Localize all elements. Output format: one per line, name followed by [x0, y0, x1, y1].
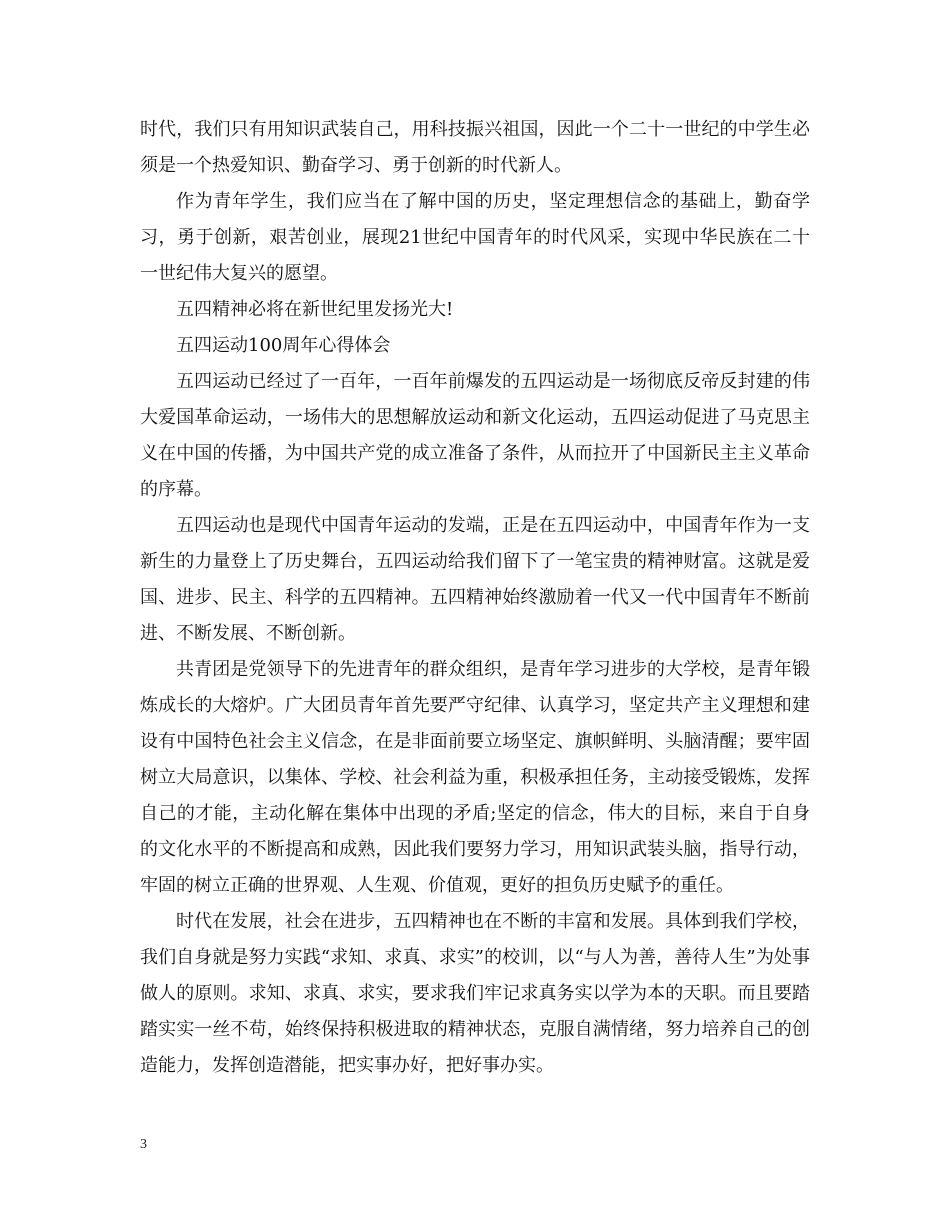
paragraph: 时代在发展，社会在进步，五四精神也在不断的丰富和发展。具体到我们学校，我们自身就是努力实践“求知、求真、求实”的校训，以“与人为善，善待人生”为处事做人的原则。求知、求真、求实，要求我们牢记求真务实以学为本的天职。而且要踏踏实实一丝不苟，始终保持积极进取的精神状态，克服自满情绪，努力培养自己的创造能力，发挥创造潜能，把实事办好，把好事办实。 [140, 911, 810, 1076]
section-heading: 五四运动100周年心得体会 [176, 335, 391, 356]
paragraph: 五四精神必将在新世纪里发扬光大! [176, 299, 454, 320]
paragraph: 共青团是党领导下的先进青年的群众组织，是青年学习进步的大学校，是青年锻炼成长的大熔炉。广大团员青年首先要严守纪律、认真学习，坚定共产主义理想和建设有中国特色社会主义信念，在是非面前要立场坚定、旗帜鲜明、头脑清醒；要牢固树立大局意识，以集体、学校、社会利益为重，积极承担任务，主动接受锻炼，发挥自己的才能，主动化解在集体中出现的矛盾;坚定的信念，伟大的目标，来自于自身的文化水平的不断提高和成熟，因此我们要努力学习，用知识武装头脑，指导行动，牢固的树立正确的世界观、人生观、价值观，更好的担负历史赋予的重任。 [140, 659, 810, 896]
document-body [140, 112, 810, 1084]
paragraph-continuation: 时代，我们只有用知识武装自己，用科技振兴祖国，因此一个二十一世纪的中学生必须是一个热爱知识、勤奋学习、勇于创新的时代新人。 [140, 119, 810, 176]
page-number: 3 [140, 1137, 147, 1152]
paragraph: 五四运动已经过了一百年，一百年前爆发的五四运动是一场彻底反帝反封建的伟大爱国革命运动，一场伟大的思想解放运动和新文化运动，五四运动促进了马克思主义在中国的传播，为中国共产党的成立准备了条件，从而拉开了中国新民主主义革命的序幕。 [140, 371, 810, 500]
paragraph: 作为青年学生，我们应当在了解中国的历史，坚定理想信念的基础上，勤奋学习，勇于创新，艰苦创业，展现21世纪中国青年的时代风采，实现中华民族在二十一世纪伟大复兴的愿望。 [140, 191, 810, 284]
paragraph: 五四运动也是现代中国青年运动的发端，正是在五四运动中，中国青年作为一支新生的力量登上了历史舞台，五四运动给我们留下了一笔宝贵的精神财富。这就是爱国、进步、民主、科学的五四精神。五四精神始终激励着一代又一代中国青年不断前进、不断发展、不断创新。 [140, 515, 810, 644]
